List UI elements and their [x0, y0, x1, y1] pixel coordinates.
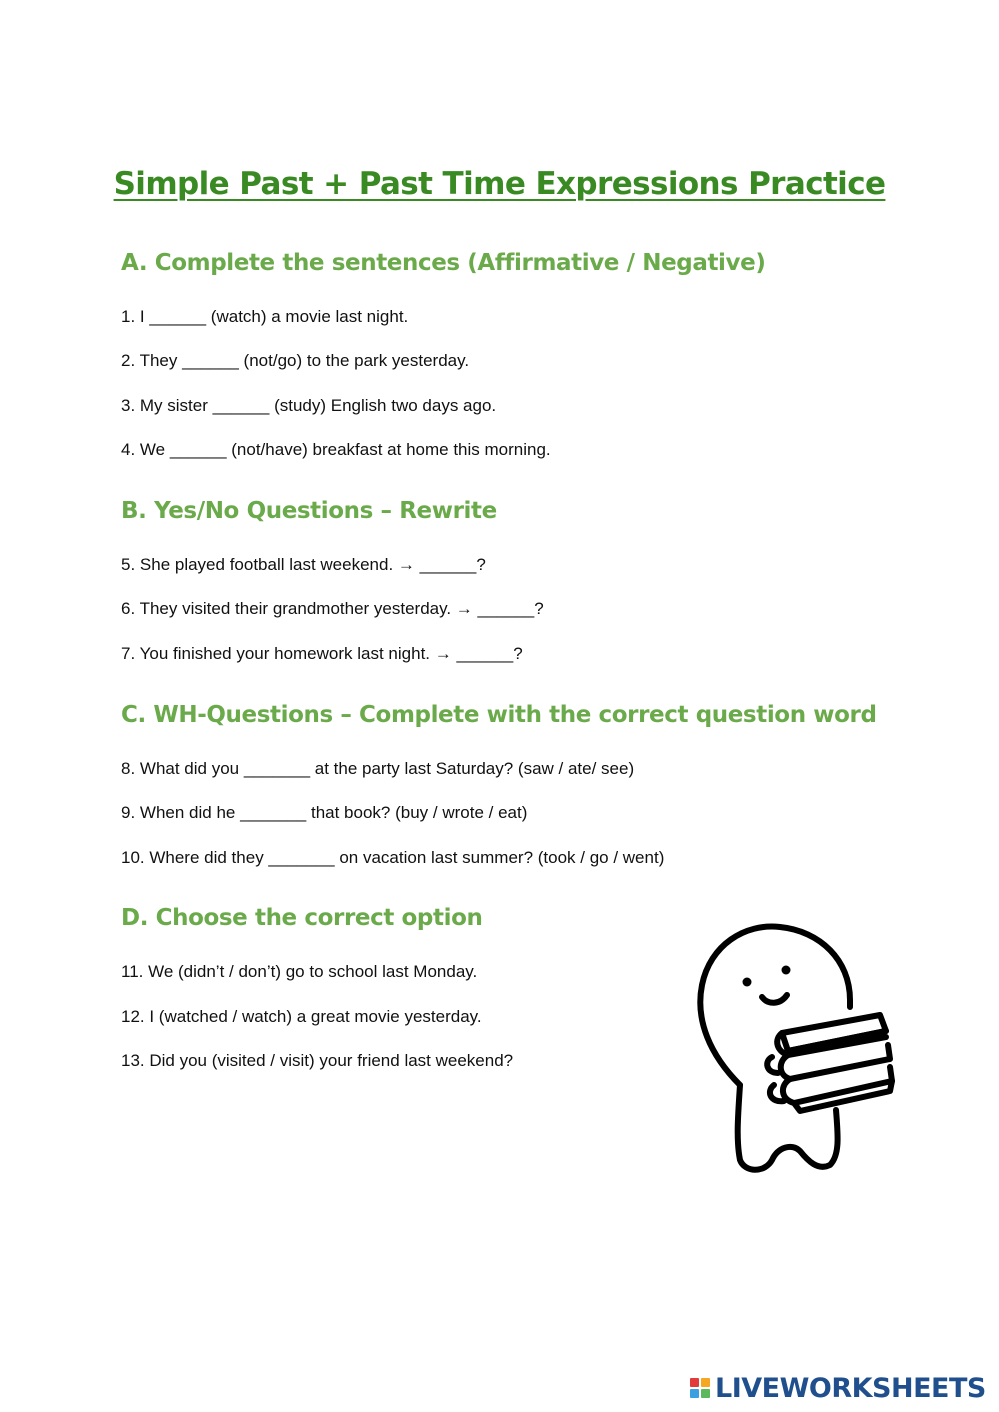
section-heading-c: C. WH-Questions – Complete with the correct question word: [121, 702, 877, 728]
liveworksheets-logo: [690, 1372, 986, 1404]
exercise-item-11: 11. We (didn’t / don’t) go to school last Monday.: [121, 962, 478, 981]
brand-mark-icon: [690, 1378, 710, 1398]
exercise-item-12: 12. I (watched / watch) a great movie yesterday.: [121, 1007, 482, 1026]
exercise-item-6: 6. They visited their grandmother yesterday. → ______?: [121, 599, 544, 618]
exercise-item-5: 5. She played football last weekend. → ______?: [121, 555, 486, 574]
section-heading-a: A. Complete the sentences (Affirmative / Negative): [121, 250, 766, 276]
exercise-item-13: 13. Did you (visited / visit) your friend last weekend?: [121, 1051, 514, 1070]
exercise-item-4: 4. We ______ (not/have) breakfast at home this morning.: [121, 440, 551, 459]
page-title: Simple Past + Past Time Expressions Practice: [113, 166, 886, 202]
exercise-item-10: 10. Where did they _______ on vacation last summer? (took / go / went): [121, 848, 665, 867]
exercise-item-2: 2. They ______ (not/go) to the park yesterday.: [121, 351, 470, 370]
person-holding-books-icon: [690, 915, 900, 1180]
exercise-item-8: 8. What did you _______ at the party last Saturday? (saw / ate/ see): [121, 759, 635, 778]
section-heading-d: D. Choose the correct option: [121, 905, 483, 931]
exercise-item-3: 3. My sister ______ (study) English two days ago.: [121, 396, 497, 415]
brand-name: LIVEWORKSHEETS: [715, 1372, 986, 1404]
exercise-item-9: 9. When did he _______ that book? (buy / wrote / eat): [121, 803, 528, 822]
exercise-item-7: 7. You finished your homework last night. → ______?: [121, 644, 523, 663]
exercise-item-1: 1. I ______ (watch) a movie last night.: [121, 307, 409, 326]
section-heading-b: B. Yes/No Questions – Rewrite: [121, 498, 497, 524]
